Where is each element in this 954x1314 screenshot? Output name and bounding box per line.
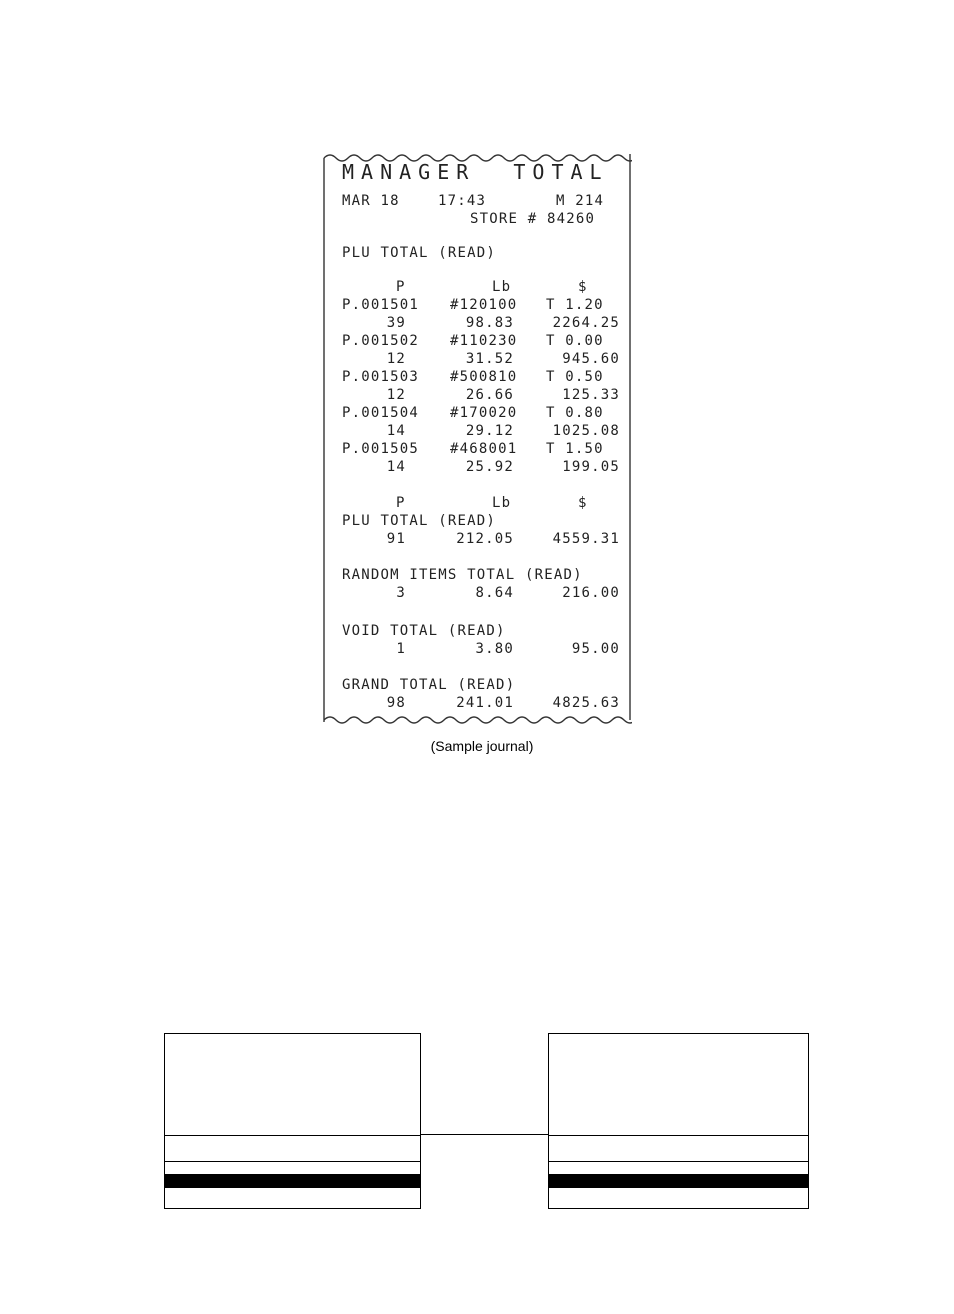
receipt-title: MANAGER TOTAL [342, 160, 609, 184]
left-box [164, 1033, 421, 1209]
item-values-line: 12 31.52 945.60 [386, 351, 620, 367]
left-box-black-band [165, 1174, 420, 1188]
receipt-machine: M 214 [556, 193, 605, 209]
total-values: 1 3.80 95.00 [396, 641, 620, 657]
right-box-divider [549, 1161, 808, 1162]
col-header-p: P [396, 279, 406, 295]
item-code-line: P.001503 #500810 T 0.50 [342, 369, 604, 385]
total-values: 98 241.01 4825.63 [386, 695, 620, 711]
receipt-date: MAR 18 [342, 193, 400, 209]
right-box-black-band [549, 1174, 808, 1188]
total-values: 3 8.64 216.00 [396, 585, 620, 601]
total-values: 91 212.05 4559.31 [386, 531, 620, 547]
item-values-line: 14 29.12 1025.08 [386, 423, 620, 439]
item-code-line: P.001505 #468001 T 1.50 [342, 441, 604, 457]
right-box [548, 1033, 809, 1209]
item-values-line: 14 25.92 199.05 [386, 459, 620, 475]
sample-journal-receipt [322, 150, 632, 728]
total-label: PLU TOTAL (READ) [342, 513, 497, 529]
total-label: GRAND TOTAL (READ) [342, 677, 516, 693]
receipt-time: 17:43 [438, 193, 487, 209]
column-headers-top [322, 278, 632, 296]
left-box-divider [165, 1161, 420, 1162]
connector-line [421, 1134, 548, 1135]
plu-section-header: PLU TOTAL (READ) [342, 245, 497, 261]
figure-caption: (Sample journal) [430, 738, 534, 754]
item-values-line: 12 26.66 125.33 [386, 387, 620, 403]
total-label: VOID TOTAL (READ) [342, 623, 506, 639]
receipt-store-line [322, 210, 632, 228]
item-values-line: 39 98.83 2264.25 [386, 315, 620, 331]
col-header-dollar: $ [578, 279, 588, 295]
right-box-divider [549, 1135, 808, 1136]
item-code-line: P.001502 #110230 T 0.00 [342, 333, 604, 349]
item-code-line: P.001504 #170020 T 0.80 [342, 405, 604, 421]
total-label: RANDOM ITEMS TOTAL (READ) [342, 567, 583, 583]
receipt-header-line [322, 192, 632, 210]
col-header-lb: Lb [492, 279, 512, 295]
column-headers-bottom: P Lb $ [396, 495, 588, 511]
left-box-divider [165, 1135, 420, 1136]
item-code-line: P.001501 #120100 T 1.20 [342, 297, 604, 313]
receipt-store: STORE # 84260 [470, 211, 596, 227]
